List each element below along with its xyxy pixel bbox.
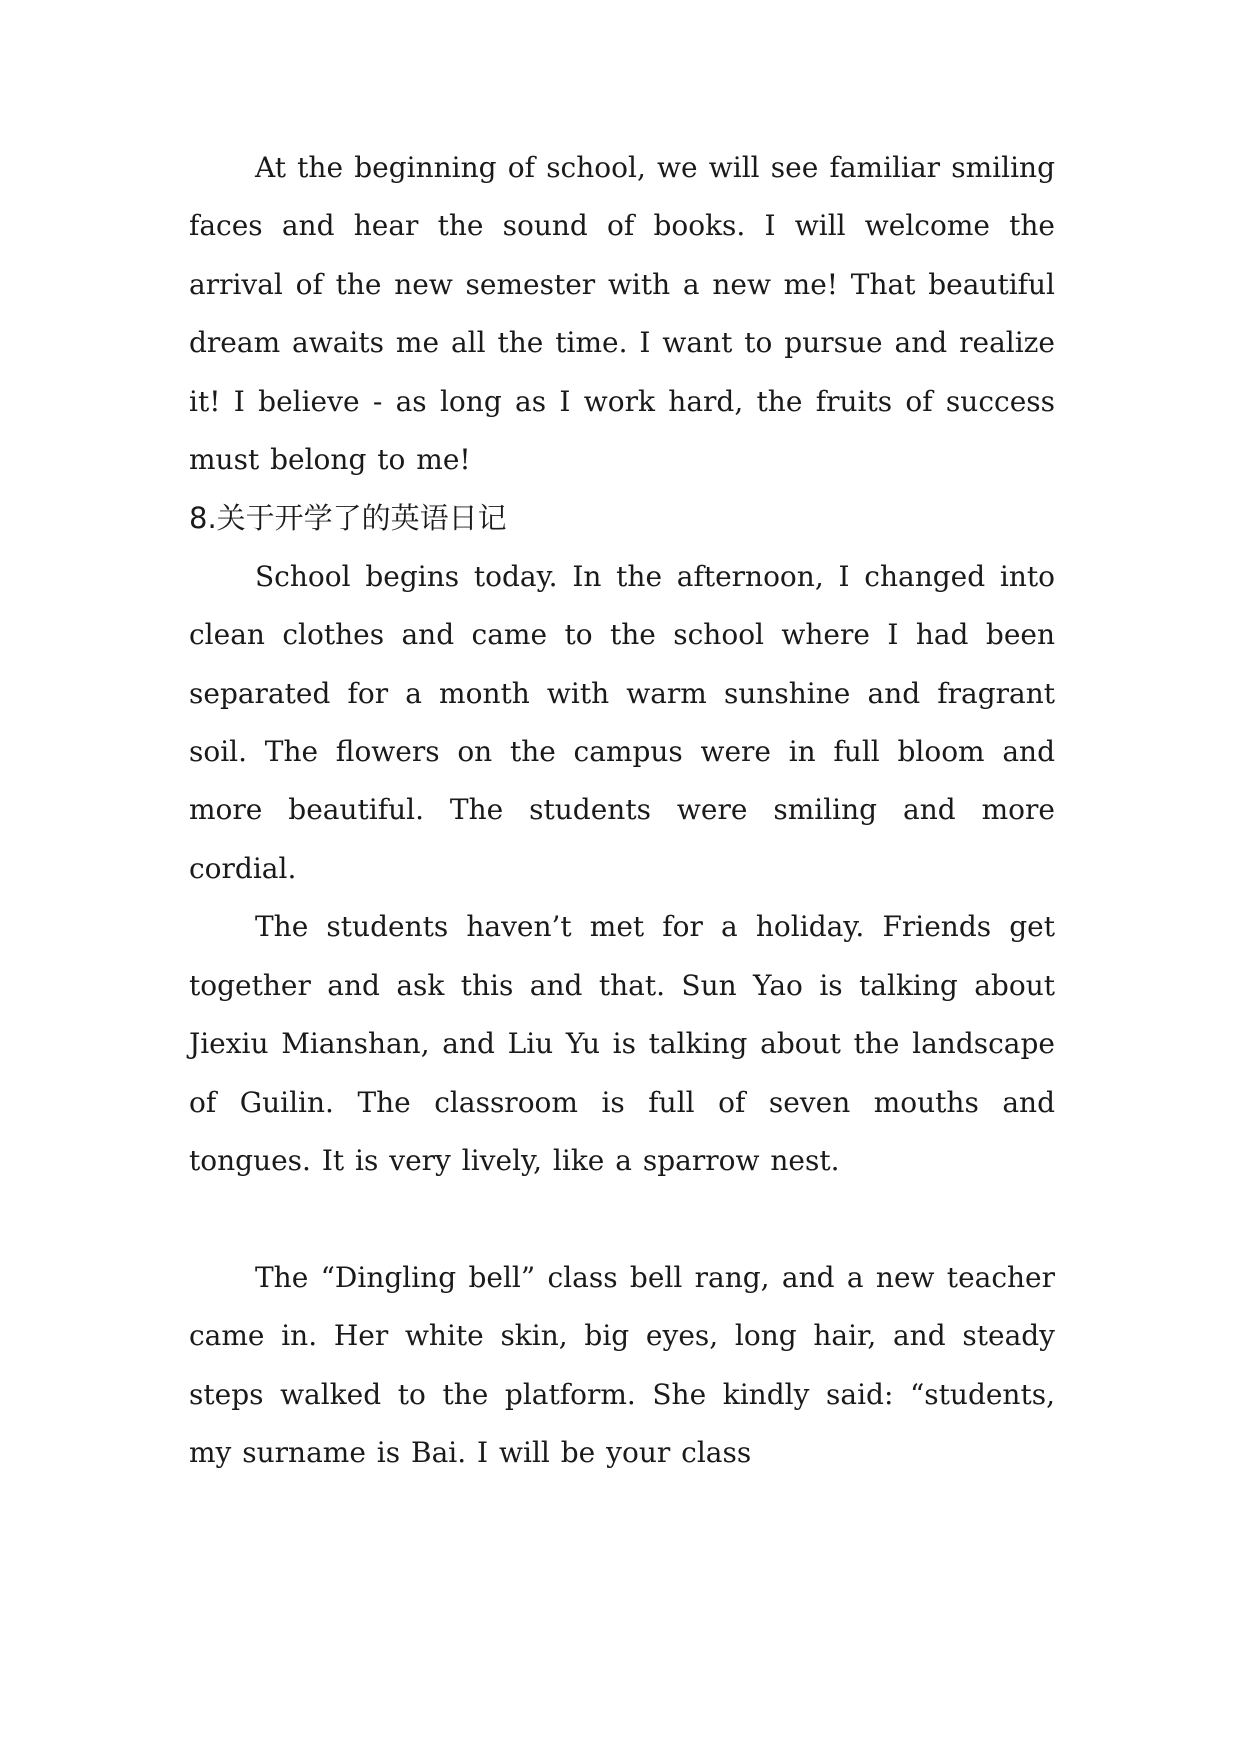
paragraph-gap [189, 1190, 1055, 1248]
section-heading: 8.关于开学了的英语日记 [189, 501, 507, 536]
paragraph-4: The “Dingling bell” class bell rang, and a new teacher came in. Her white skin, big eyes, long hair, and steady steps walked to the platform. She kindly said: “students, my surname is Bai. I will be your class [189, 1260, 1055, 1469]
paragraph-3: The students haven’t met for a holiday. Friends get together and ask this and that. Sun Yao is talking about Jiexiu Mianshan, and Liu Yu is talking about the landscape of Guilin. The classroom is full of seven mouths and tongues. It is very lively, like a sparrow nest. [189, 910, 1055, 1177]
document-body [189, 139, 1055, 1482]
paragraph-1: At the beginning of school, we will see familiar smiling faces and hear the sound of books. I will welcome the arrival of the new semester with a new me! That beautiful dream awaits me all the time. I want to pursue and realize it! I believe - as long as I work hard, the fruits of success must belong to me! [189, 151, 1055, 477]
paragraph-2: School begins today. In the afternoon, I changed into clean clothes and came to the school where I had been separated for a month with warm sunshine and fragrant soil. The flowers on the campus were in full bloom and more beautiful. The students were smiling and more cordial. [189, 559, 1055, 885]
